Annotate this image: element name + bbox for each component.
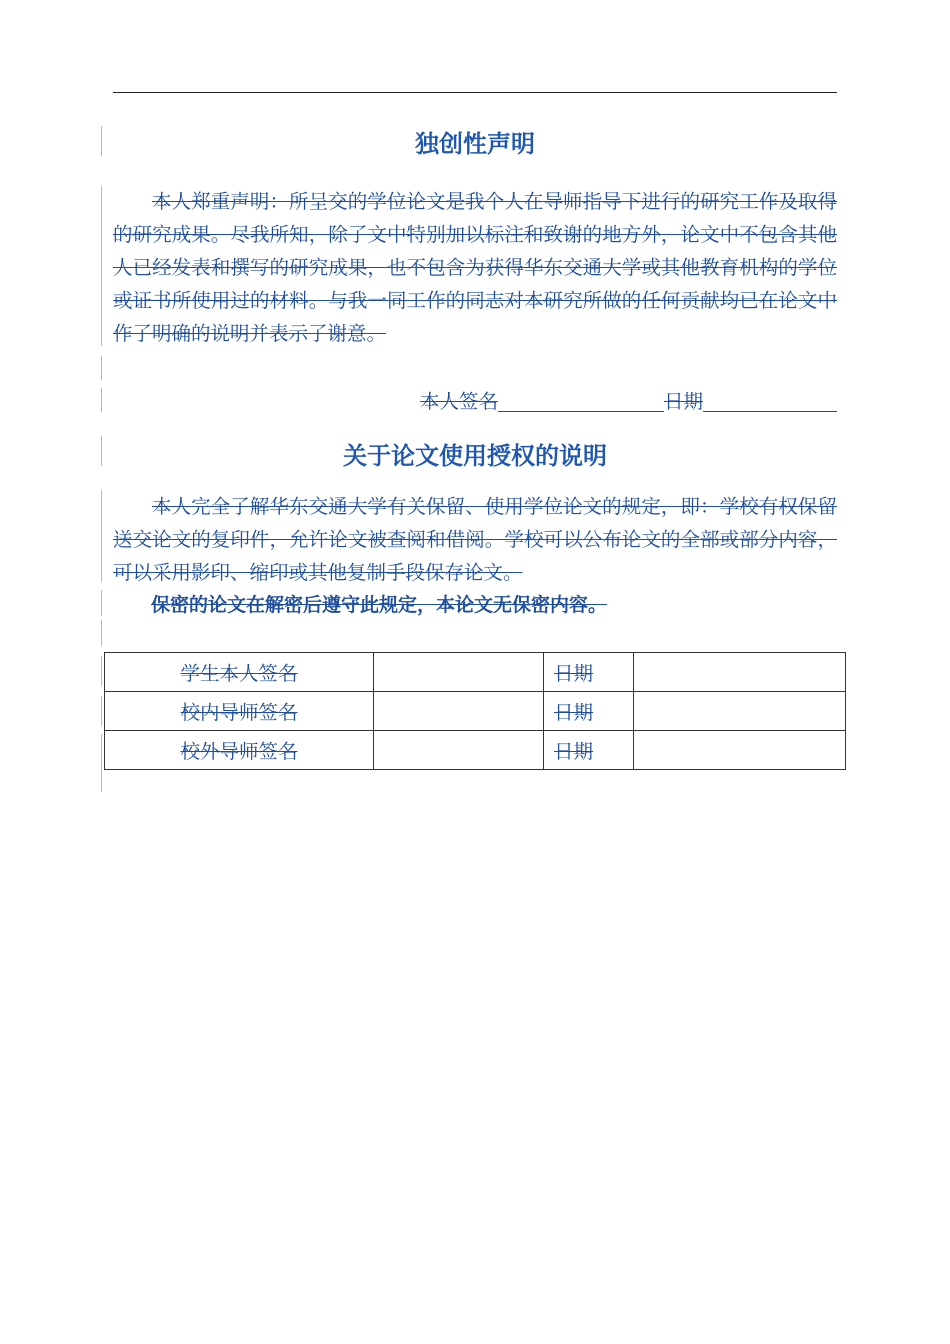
- internal-advisor-signature-cell[interactable]: [374, 692, 544, 731]
- revision-bar: [101, 388, 102, 412]
- revision-bar: [101, 696, 102, 726]
- revision-bar: [101, 356, 102, 380]
- revision-bar: [101, 126, 102, 156]
- signature-table: [104, 652, 846, 770]
- revision-bar: [101, 436, 102, 466]
- student-signature-cell[interactable]: [374, 653, 544, 692]
- internal-advisor-date-cell[interactable]: [634, 692, 846, 731]
- signature-blank[interactable]: [498, 391, 664, 412]
- external-advisor-date-label: 日期: [544, 731, 634, 770]
- authorization-body: 本人完全了解华东交通大学有关保留、使用学位论文的规定，即：学校有权保留送交论文的复印件，允许论文被查阅和借阅。学校可以公布论文的全部或部分内容，可以采用影印、缩印或其他复制手段保存论文。: [113, 495, 837, 584]
- internal-advisor-signature-label: 校内导师签名: [105, 692, 374, 731]
- table-row: [105, 731, 846, 770]
- revision-bar: [101, 656, 102, 686]
- revision-bar: [101, 490, 102, 582]
- authorization-title: 关于论文使用授权的说明: [343, 442, 607, 470]
- external-advisor-signature-cell[interactable]: [374, 731, 544, 770]
- header-rule: [113, 92, 837, 93]
- date-label: 日期: [663, 390, 703, 413]
- revision-bar: [101, 186, 102, 346]
- external-advisor-signature-label: 校外导师签名: [105, 731, 374, 770]
- internal-advisor-date-label: 日期: [544, 692, 634, 731]
- table-row: [105, 653, 846, 692]
- revision-bar: [101, 734, 102, 792]
- signature-label: 本人签名: [419, 390, 498, 413]
- declaration-body: 本人郑重声明：所呈交的学位论文是我个人在导师指导下进行的研究工作及取得的研究成果。尽我所知，除了文中特别加以标注和致谢的地方外，论文中不包含其他人已经发表和撰写的研究成果，也不包含为获得华东交通大学或其他教育机构的学位或证书所使用过的材料。与我一同工作的同志对本研究所做的任何贡献均已在论文中作了明确的说明并表示了谢意。: [113, 190, 837, 345]
- table-row: [105, 692, 846, 731]
- confidential-note: 保密的论文在解密后遵守此规定，本论文无保密内容。: [151, 594, 608, 616]
- revision-bar: [101, 620, 102, 646]
- date-blank[interactable]: [703, 391, 837, 412]
- revision-bar: [101, 590, 102, 616]
- student-date-label: 日期: [544, 653, 634, 692]
- student-signature-label: 学生本人签名: [105, 653, 374, 692]
- student-date-cell[interactable]: [634, 653, 846, 692]
- declaration-title: 独创性声明: [415, 130, 535, 158]
- declaration-signature-line: [420, 386, 837, 414]
- external-advisor-date-cell[interactable]: [634, 731, 846, 770]
